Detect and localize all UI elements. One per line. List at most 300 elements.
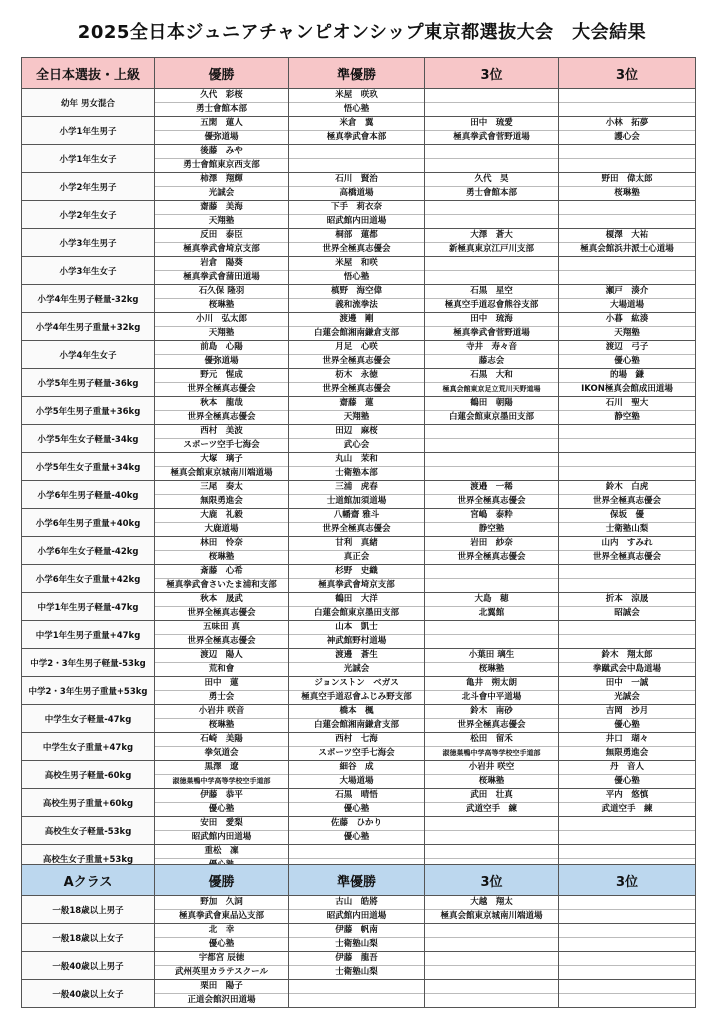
third-a-cell: [425, 509, 559, 537]
category-cell: 高校生女子重量+53kg: [22, 845, 155, 873]
category-cell: 高校生男子重量+60kg: [22, 789, 155, 817]
winner-cell: [155, 89, 289, 117]
athlete-name: [289, 845, 424, 859]
winner-cell: [155, 201, 289, 229]
athlete-name: 野元 惺成: [155, 369, 288, 383]
table-row: [22, 980, 696, 1008]
athlete-name: 桐部 蓮都: [289, 229, 424, 243]
table-row: [22, 952, 696, 980]
category-cell: 高校生男子軽量-60kg: [22, 761, 155, 789]
dojo-name: 極真空手道忍會ふじみ野支部: [301, 692, 412, 702]
dojo-name: 拳気道会: [204, 748, 239, 758]
athlete-name: 田辺 麻桜: [289, 425, 424, 439]
dojo-name: 昭武館内田道場: [191, 832, 252, 842]
athlete-name: 井口 瑚々: [559, 733, 695, 747]
athlete-name: 亀井 朔太朗: [425, 677, 558, 691]
athlete-name: 野加 久詞: [155, 896, 288, 910]
dojo-name: 優弥道場: [204, 356, 239, 366]
third-a-cell: [425, 313, 559, 341]
third-b-cell: [559, 896, 696, 924]
athlete-name: 渡邊 蒼生: [289, 649, 424, 663]
runner-up-cell: [289, 924, 425, 952]
third-b-cell: [559, 817, 696, 845]
table-row: [22, 761, 696, 789]
winner-cell: [155, 313, 289, 341]
dojo-name: 白蓮会館湘南鎌倉支部: [313, 720, 399, 730]
table-row: [22, 565, 696, 593]
third-b-cell: [559, 952, 696, 980]
runner-up-cell: [289, 313, 425, 341]
third-a-cell: [425, 397, 559, 425]
athlete-name: 杤木 永徳: [289, 369, 424, 383]
dojo-name: 正道会館沢田道場: [187, 995, 256, 1005]
third-b-cell: [559, 173, 696, 201]
dojo-name: 極真拳武會菅野道場: [453, 328, 530, 338]
dojo-name: [559, 938, 695, 951]
category-cell: 中学生女子重量+47kg: [22, 733, 155, 761]
third-a-cell: [425, 817, 559, 845]
athlete-name: 杉野 史織: [289, 565, 424, 579]
dojo-name: [559, 103, 695, 116]
third-b-cell: [559, 313, 696, 341]
third-a-cell: [425, 481, 559, 509]
third-b-cell: [559, 593, 696, 621]
category-cell: 一般18歳以上男子: [22, 896, 155, 924]
athlete-name: [425, 257, 558, 271]
dojo-name: 極真拳武會菅野道場: [453, 132, 530, 142]
third-b-cell: [559, 733, 696, 761]
athlete-name: 鶴田 朝陽: [425, 397, 558, 411]
athlete-name: 渡邊 剛: [289, 313, 424, 327]
dojo-name: [425, 994, 558, 1007]
dojo-name: 優弥道場: [204, 132, 239, 142]
athlete-name: 岩倉 陽葵: [155, 257, 288, 271]
athlete-name: 丸山 茉和: [289, 453, 424, 467]
athlete-name: 榎澤 大祐: [559, 229, 695, 243]
athlete-name: 石黒 星空: [425, 285, 558, 299]
runner-up-cell: [289, 509, 425, 537]
dojo-name: 世界全極真志優会: [322, 524, 391, 534]
category-cell: 小学4年生女子: [22, 341, 155, 369]
dojo-name: 勇士會館本部: [195, 104, 247, 114]
athlete-name: 林田 怜奈: [155, 537, 288, 551]
category-cell: 中学1年生男子重量+47kg: [22, 621, 155, 649]
category-cell: 中学生女子軽量-47kg: [22, 705, 155, 733]
athlete-name: 寺井 寿々音: [425, 341, 558, 355]
athlete-name: [425, 621, 558, 635]
dojo-name: 世界全極真志優会: [457, 552, 526, 562]
dojo-name: [425, 439, 558, 452]
athlete-name: [425, 89, 558, 103]
winner-cell: [155, 649, 289, 677]
page-title: 2025全日本ジュニアチャンピオンシップ東京都選抜大会 大会結果: [77, 22, 647, 43]
runner-up-cell: [289, 341, 425, 369]
runner-up-cell: [289, 621, 425, 649]
athlete-name: 後藤 みや: [155, 145, 288, 159]
dojo-name: 極真拳武會東品込支部: [178, 911, 264, 921]
dojo-name: 極真拳武會埼京支部: [318, 580, 395, 590]
results-table-main: [21, 57, 696, 873]
third-b-cell: [559, 705, 696, 733]
athlete-name: 五閑 蓮人: [155, 117, 288, 131]
dojo-name: 白蓮会館東京墨田支部: [313, 608, 399, 618]
category-cell: 中学1年生男子軽量-47kg: [22, 593, 155, 621]
dojo-name: 極真拳武會本部: [326, 132, 387, 142]
athlete-name: 平内 悠慎: [559, 789, 695, 803]
athlete-name: 安田 愛梨: [155, 817, 288, 831]
third-a-cell: [425, 789, 559, 817]
dojo-name: 士衛塾山梨: [335, 939, 378, 949]
third-b-cell: [559, 369, 696, 397]
winner-cell: [155, 341, 289, 369]
dojo-name: 極真会館東京足立荒川天野道場: [442, 385, 541, 393]
dojo-name: 世界全極真志優会: [322, 384, 391, 394]
dojo-name: [425, 831, 558, 844]
dojo-name: 静空塾: [614, 412, 640, 422]
category-cell: 小学6年生男子重量+40kg: [22, 509, 155, 537]
third-a-cell: [425, 952, 559, 980]
athlete-name: 田中 琉海: [425, 313, 558, 327]
runner-up-cell: [289, 677, 425, 705]
third-b-cell: [559, 621, 696, 649]
athlete-name: [425, 145, 558, 159]
runner-up-cell: [289, 565, 425, 593]
dojo-name: 優心塾: [343, 804, 370, 814]
athlete-name: 八幡齋 雅斗: [289, 509, 424, 523]
dojo-name: [559, 271, 695, 284]
dojo-name: 白蓮会館東京墨田支部: [448, 412, 534, 422]
table-row: [22, 817, 696, 845]
winner-cell: [155, 817, 289, 845]
athlete-name: 武田 壮真: [425, 789, 558, 803]
table-row: [22, 896, 696, 924]
dojo-name: 真正会: [343, 552, 370, 562]
third-a-cell: [425, 896, 559, 924]
third-a-cell: [425, 537, 559, 565]
athlete-name: 宇都宮 辰徳: [155, 952, 288, 966]
athlete-name: [559, 817, 695, 831]
athlete-name: 前島 心陽: [155, 341, 288, 355]
athlete-name: 三浦 虎春: [289, 481, 424, 495]
dojo-name: [559, 439, 695, 452]
athlete-name: 石川 賢治: [289, 173, 424, 187]
dojo-name: 昭武館内田道場: [326, 911, 387, 921]
athlete-name: 石黒 晴悟: [289, 789, 424, 803]
athlete-name: 小川 弘太郎: [155, 313, 288, 327]
dojo-name: 桜琳塾: [478, 776, 505, 786]
athlete-name: 黒澤 遼: [155, 761, 288, 775]
dojo-name: 無限勇進会: [200, 496, 243, 506]
dojo-name: 世界全極真志優会: [457, 720, 526, 730]
runner-up-cell: [289, 257, 425, 285]
winner-cell: [155, 924, 289, 952]
athlete-name: 佐藤 ひかり: [289, 817, 424, 831]
winner-cell: [155, 537, 289, 565]
table-row: [22, 145, 696, 173]
dojo-name: 極真拳武會さいたま浦和支部: [166, 580, 277, 590]
category-cell: 小学6年生男子軽量-40kg: [22, 481, 155, 509]
category-cell: 小学5年生女子軽量-34kg: [22, 425, 155, 453]
athlete-name: 伊藤 龍吾: [289, 952, 424, 966]
athlete-name: 伊藤 帆南: [289, 924, 424, 938]
dojo-name: [425, 966, 558, 979]
dojo-name: 藤志会: [478, 356, 505, 366]
dojo-name: 光誠会: [343, 664, 370, 674]
dojo-name: [425, 159, 558, 172]
third-a-cell: [425, 117, 559, 145]
athlete-name: 栗田 陽子: [155, 980, 288, 994]
third-b-cell: [559, 789, 696, 817]
dojo-name: 世界全極真志優会: [322, 244, 391, 254]
dojo-name: 北翼館: [478, 608, 505, 618]
athlete-name: 田中 琉愛: [425, 117, 558, 131]
dojo-name: 白蓮会館湘南鎌倉支部: [313, 328, 399, 338]
dojo-name: 光誠会: [208, 188, 235, 198]
table-row: [22, 369, 696, 397]
athlete-name: 渡辺 弓子: [559, 341, 695, 355]
athlete-name: 山本 凱士: [289, 621, 424, 635]
third-a-cell: [425, 705, 559, 733]
winner-cell: [155, 481, 289, 509]
third-b-cell: [559, 565, 696, 593]
athlete-name: 伊藤 恭平: [155, 789, 288, 803]
third-b-cell: [559, 980, 696, 1008]
runner-up-cell: [289, 649, 425, 677]
dojo-name: スポーツ空手七海会: [318, 748, 395, 758]
category-cell: 一般18歳以上女子: [22, 924, 155, 952]
dojo-name: 世界全極真志優会: [187, 636, 256, 646]
table-row: [22, 117, 696, 145]
dojo-name: 士道館加須道場: [326, 496, 387, 506]
runner-up-cell: [289, 980, 425, 1008]
dojo-name: 極真拳武會蒲田道場: [183, 272, 260, 282]
dojo-name: 世界全極真志優会: [457, 496, 526, 506]
header-runner-up: 準優勝: [289, 865, 425, 896]
third-b-cell: [559, 89, 696, 117]
dojo-name: 世界全極真志優会: [187, 608, 256, 618]
athlete-name: 的場 鎌: [559, 369, 695, 383]
third-b-cell: [559, 425, 696, 453]
dojo-name: 悟心塾: [343, 272, 370, 282]
winner-cell: [155, 173, 289, 201]
table-row: [22, 705, 696, 733]
dojo-name: 桜琳塾: [478, 664, 505, 674]
athlete-name: 反田 泰臣: [155, 229, 288, 243]
dojo-name: [289, 994, 424, 1007]
dojo-name: 優心塾: [614, 356, 640, 366]
third-a-cell: [425, 980, 559, 1008]
dojo-name: 極真拳武會埼京支部: [183, 244, 260, 254]
header-category: 全日本選抜・上級: [22, 58, 155, 89]
athlete-name: [425, 453, 558, 467]
dojo-name: 桜琳塾: [208, 552, 235, 562]
athlete-name: 小岩井 咲空: [425, 761, 558, 775]
dojo-name: [425, 103, 558, 116]
table-row: [22, 285, 696, 313]
results-table-a-class: [21, 864, 696, 1008]
athlete-name: 折本 涼晟: [559, 593, 695, 607]
winner-cell: [155, 896, 289, 924]
winner-cell: [155, 705, 289, 733]
dojo-name: 優心塾: [614, 720, 640, 730]
athlete-name: [559, 453, 695, 467]
dojo-name: 武州英里カラテスクール: [175, 967, 268, 977]
table-row: [22, 425, 696, 453]
winner-cell: [155, 509, 289, 537]
athlete-name: 大澤 蒼大: [425, 229, 558, 243]
athlete-name: [559, 257, 695, 271]
dojo-name: 極真会館東京城南川端道場: [170, 468, 273, 478]
third-a-cell: [425, 285, 559, 313]
dojo-name: 士衛塾本部: [335, 468, 378, 478]
third-b-cell: [559, 677, 696, 705]
runner-up-cell: [289, 593, 425, 621]
athlete-name: 保坂 優: [559, 509, 695, 523]
third-a-cell: [425, 761, 559, 789]
athlete-name: 宮嶋 泰粋: [425, 509, 558, 523]
third-a-cell: [425, 649, 559, 677]
athlete-name: 月足 心咲: [289, 341, 424, 355]
table-row: [22, 621, 696, 649]
category-cell: 小学3年生男子: [22, 229, 155, 257]
dojo-name: 昭誠会: [614, 608, 640, 618]
category-cell: 小学4年生男子重量+32kg: [22, 313, 155, 341]
dojo-name: 大場道場: [339, 776, 374, 786]
athlete-name: 小葉田 璃生: [425, 649, 558, 663]
runner-up-cell: [289, 173, 425, 201]
athlete-name: 渡邉 一稀: [425, 481, 558, 495]
dojo-name: [559, 635, 695, 648]
dojo-name: [425, 467, 558, 480]
third-a-cell: [425, 145, 559, 173]
athlete-name: [425, 952, 558, 966]
third-b-cell: [559, 229, 696, 257]
dojo-name: 勇士會館本部: [465, 188, 517, 198]
category-cell: 小学3年生女子: [22, 257, 155, 285]
dojo-name: 天翔塾: [343, 412, 370, 422]
table-row: [22, 173, 696, 201]
athlete-name: [559, 145, 695, 159]
third-b-cell: [559, 924, 696, 952]
dojo-name: [559, 831, 695, 844]
dojo-name: 大場道場: [609, 300, 644, 310]
winner-cell: [155, 285, 289, 313]
athlete-name: 米倉 翼: [289, 117, 424, 131]
runner-up-cell: [289, 425, 425, 453]
third-a-cell: [425, 924, 559, 952]
table-row: [22, 509, 696, 537]
third-a-cell: [425, 341, 559, 369]
winner-cell: [155, 593, 289, 621]
category-cell: 小学6年生女子重量+42kg: [22, 565, 155, 593]
category-cell: 小学6年生女子軽量-42kg: [22, 537, 155, 565]
header-third-a: 3位: [425, 865, 559, 896]
athlete-name: 渡辺 陽人: [155, 649, 288, 663]
dojo-name: [425, 579, 558, 592]
third-a-cell: [425, 201, 559, 229]
category-cell: 高校生女子軽量-53kg: [22, 817, 155, 845]
dojo-name: 護心会: [614, 132, 640, 142]
athlete-name: [425, 924, 558, 938]
category-cell: 一般40歳以上男子: [22, 952, 155, 980]
third-b-cell: [559, 481, 696, 509]
dojo-name: 拳蹴武会中島道場: [592, 664, 661, 674]
athlete-name: 重松 凜: [155, 845, 288, 859]
dojo-name: 淑徳巣鴨中学高等学校空手道部: [442, 749, 541, 757]
table-row: [22, 453, 696, 481]
dojo-name: 武道空手 練: [601, 804, 653, 814]
third-b-cell: [559, 649, 696, 677]
athlete-name: [559, 845, 695, 859]
third-a-cell: [425, 453, 559, 481]
athlete-name: 久代 昊: [425, 173, 558, 187]
third-b-cell: [559, 145, 696, 173]
header-third-b: 3位: [559, 865, 696, 896]
table-row: [22, 649, 696, 677]
dojo-name: 桜琳塾: [208, 300, 235, 310]
runner-up-cell: [289, 733, 425, 761]
dojo-name: 荒和會: [208, 664, 235, 674]
winner-cell: [155, 677, 289, 705]
athlete-name: 鈴木 南砂: [425, 705, 558, 719]
athlete-name: 西村 七海: [289, 733, 424, 747]
athlete-name: 五味田 真: [155, 621, 288, 635]
third-b-cell: [559, 453, 696, 481]
athlete-name: 吉岡 沙月: [559, 705, 695, 719]
third-a-cell: [425, 257, 559, 285]
winner-cell: [155, 952, 289, 980]
athlete-name: 三尾 奏太: [155, 481, 288, 495]
dojo-name: 武心会: [343, 440, 370, 450]
category-cell: 小学1年生男子: [22, 117, 155, 145]
athlete-name: 古山 皓將: [289, 896, 424, 910]
dojo-name: 天翔塾: [208, 216, 235, 226]
table-row: [22, 593, 696, 621]
category-cell: 一般40歳以上女子: [22, 980, 155, 1008]
athlete-name: 野田 偉太郎: [559, 173, 695, 187]
category-cell: 小学5年生男子軽量-36kg: [22, 369, 155, 397]
athlete-name: 斎藤 心希: [155, 565, 288, 579]
dojo-name: 無限勇進会: [605, 748, 649, 758]
category-cell: 小学5年生女子重量+34kg: [22, 453, 155, 481]
dojo-name: 高橋道場: [339, 188, 374, 198]
dojo-name: 極真会館東京城南川端道場: [440, 911, 543, 921]
dojo-name: 極真会館浜井派士心道場: [580, 244, 674, 254]
athlete-name: 鶴田 大洋: [289, 593, 424, 607]
athlete-name: [559, 896, 695, 910]
third-b-cell: [559, 341, 696, 369]
runner-up-cell: [289, 789, 425, 817]
table-row: [22, 89, 696, 117]
third-a-cell: [425, 565, 559, 593]
category-cell: 小学2年生男子: [22, 173, 155, 201]
runner-up-cell: [289, 369, 425, 397]
dojo-name: 悟心塾: [343, 104, 370, 114]
athlete-name: ジョンストン ベガス: [289, 677, 424, 691]
header-row: [22, 58, 696, 89]
runner-up-cell: [289, 145, 425, 173]
winner-cell: [155, 453, 289, 481]
category-cell: 中学2・3年生男子重量+53kg: [22, 677, 155, 705]
athlete-name: 石黒 大和: [425, 369, 558, 383]
third-b-cell: [559, 761, 696, 789]
winner-cell: [155, 145, 289, 173]
table-row: [22, 257, 696, 285]
athlete-name: 米屋 和咲: [289, 257, 424, 271]
winner-cell: [155, 257, 289, 285]
athlete-name: 松田 留禾: [425, 733, 558, 747]
athlete-name: 橋本 楓: [289, 705, 424, 719]
